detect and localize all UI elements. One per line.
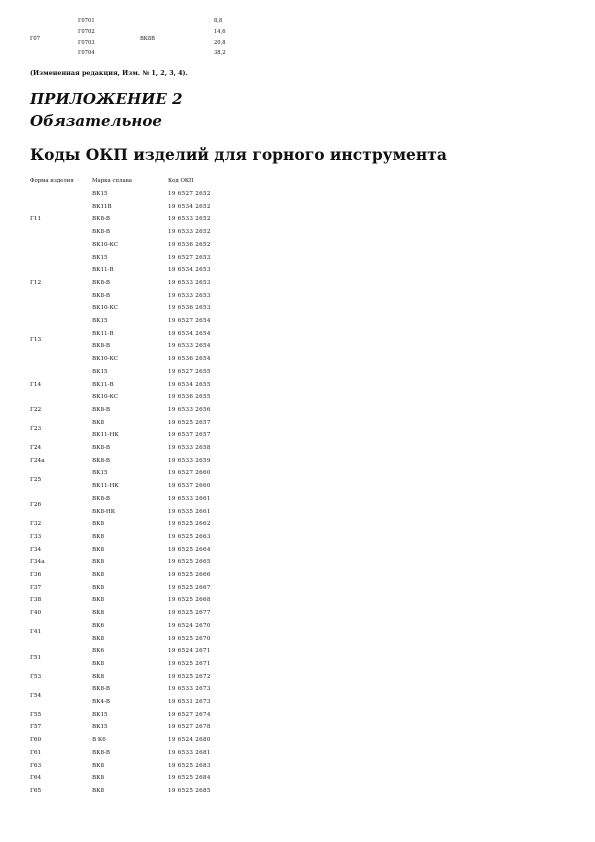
okp-code-cell: 19 6525 2665 <box>168 559 211 566</box>
item-designation: Г0702 <box>78 29 95 35</box>
alloy-grade-cell: ВК8-В <box>92 749 110 756</box>
table-row <box>30 623 250 636</box>
table-row <box>30 318 250 331</box>
okp-code-cell: 19 6525 2683 <box>168 762 211 769</box>
table-row <box>30 750 250 763</box>
okp-code-cell: 19 6525 2663 <box>168 533 211 540</box>
alloy-grade-cell: ВК15 <box>92 318 108 324</box>
alloy-grade-cell: ВК10-КС <box>92 394 119 401</box>
okp-code-cell: 19 6527 2654 <box>168 318 211 324</box>
alloy-grade-cell: ВК15 <box>92 254 108 261</box>
product-form-cell: Г12 <box>30 279 42 286</box>
okp-code-cell: 19 6525 2685 <box>168 787 211 794</box>
table-row <box>30 572 250 585</box>
table-row <box>30 267 250 280</box>
okp-code-cell: 19 6525 2664 <box>168 546 211 553</box>
okp-code-cell: 19 6524 2670 <box>168 622 211 629</box>
table-row <box>30 496 250 509</box>
okp-code-cell: 19 6527 2655 <box>168 368 211 375</box>
okp-code-cell: 19 6537 2657 <box>168 432 211 439</box>
alloy-grade-cell: ВК8 <box>92 572 104 578</box>
item-value: 38,2 <box>214 50 226 56</box>
product-form-cell: Г11 <box>30 216 42 223</box>
product-form-cell: Г55 <box>30 711 42 718</box>
okp-code-cell: 19 6534 2655 <box>168 381 211 388</box>
alloy-grade-cell: ВК10-КС <box>92 305 119 312</box>
table-row <box>30 331 250 344</box>
okp-code-cell: 19 6536 2652 <box>168 241 211 248</box>
item-value: 20,8 <box>214 40 226 46</box>
group-designation: Г07 <box>30 36 41 42</box>
okp-code-cell: 19 6533 2661 <box>168 495 211 502</box>
table-row <box>30 382 250 395</box>
alloy-grade-cell: ВК8-В <box>92 495 110 502</box>
product-form-cell: Г57 <box>30 724 42 731</box>
alloy-grade-cell: ВК6 <box>92 622 104 629</box>
product-form-cell: Г25 <box>30 476 42 483</box>
product-form-cell: Г40 <box>30 610 42 617</box>
alloy-grade-cell: ВК10-КС <box>92 356 119 363</box>
okp-code-cell: 19 6537 2660 <box>168 483 211 490</box>
table-row <box>30 712 250 725</box>
table-row <box>30 775 250 788</box>
revision-note: (Измененная редакция, Изм. № 1, 2, 3, 4). <box>30 69 188 77</box>
table-row <box>30 636 250 649</box>
okp-code-cell: 19 6533 2659 <box>168 457 211 464</box>
table-row <box>30 597 250 610</box>
table-row <box>30 686 250 699</box>
table-row <box>30 407 250 420</box>
alloy-grade-cell: ВК15 <box>92 724 108 731</box>
table-row <box>30 648 250 661</box>
okp-code-cell: 19 6525 2666 <box>168 572 211 578</box>
alloy-grade-cell: ВК11-НК <box>92 432 119 439</box>
okp-code-cell: 19 6536 2654 <box>168 356 211 363</box>
okp-code-cell: 19 6533 2654 <box>168 343 211 350</box>
product-form-cell: Г26 <box>30 502 42 509</box>
alloy-grade-cell: ВК8-В <box>92 686 110 693</box>
okp-code-cell: 19 6533 2673 <box>168 686 211 693</box>
alloy-grade-cell: ВК8-В <box>92 343 110 350</box>
okp-code-cell: 19 6527 2660 <box>168 470 211 477</box>
alloy-grade-cell: ВК15 <box>92 368 108 375</box>
item-designation: Г0704 <box>78 50 95 56</box>
alloy-grade-cell: ВК8 <box>92 559 104 566</box>
product-form-cell: Г51 <box>30 654 42 661</box>
okp-code-cell: 19 6524 2671 <box>168 648 211 655</box>
table-row <box>30 547 250 560</box>
alloy-grade-cell: ВК8-В <box>92 279 110 286</box>
okp-code-cell: 19 6525 2684 <box>168 775 211 782</box>
product-form-cell: Г22 <box>30 406 42 413</box>
table-row <box>30 470 250 483</box>
item-designation: Г0703 <box>78 40 95 46</box>
table-row <box>30 610 250 623</box>
alloy-grade-cell: ВК8 <box>92 597 104 604</box>
okp-code-cell: 19 6533 2652 <box>168 216 211 223</box>
alloy-grade-cell: ВК8 <box>92 546 104 553</box>
okp-code-cell: 19 6534 2653 <box>168 267 211 274</box>
alloy-grade-cell: ВК8-В <box>92 229 110 236</box>
table-row <box>30 559 250 572</box>
alloy-grade-cell: ВК8-В <box>92 216 110 223</box>
alloy-grade-cell: ВК4-В <box>92 699 110 705</box>
table-row <box>30 458 250 471</box>
alloy-grade-cell: ВК8-В <box>92 292 110 299</box>
okp-code-cell: 19 6534 2654 <box>168 330 211 337</box>
item-designation: Г0701 <box>78 18 95 24</box>
table-row <box>30 674 250 687</box>
table-row <box>30 699 250 712</box>
product-form-cell: Г61 <box>30 749 42 756</box>
alloy-grade-cell: ВК11В <box>92 203 112 210</box>
table-row <box>30 585 250 598</box>
item-value: 14,6 <box>214 29 226 35</box>
table-row <box>30 280 250 293</box>
table-row <box>30 216 250 229</box>
alloy-grade-cell: ВК8-В <box>92 406 110 413</box>
product-form-cell: Г24а <box>30 457 45 464</box>
okp-code-cell: 19 6527 2652 <box>168 191 211 197</box>
alloy-grade-cell: ВК8 <box>92 635 104 642</box>
alloy-grade-cell: ВК8 <box>92 533 104 540</box>
table-row <box>30 204 250 217</box>
okp-code-cell: 19 6533 2658 <box>168 445 211 451</box>
dimensions-table-fragment <box>30 18 230 62</box>
product-form-cell: Г37 <box>30 584 42 591</box>
okp-code-cell: 19 6536 2655 <box>168 394 211 401</box>
alloy-grade-cell: ВК8 <box>92 584 104 591</box>
okp-code-cell: 19 6525 2668 <box>168 597 211 604</box>
alloy-grade-cell: ВК8 <box>92 673 104 680</box>
alloy-grade-cell: ВК8 <box>92 660 104 667</box>
header-grade: Марка сплава <box>92 178 132 184</box>
table-row <box>30 521 250 534</box>
okp-code-cell: 19 6525 2657 <box>168 419 211 426</box>
alloy-grade-cell: ВК8 <box>92 419 104 426</box>
product-form-cell: Г32 <box>30 521 42 528</box>
table-row <box>30 191 250 204</box>
product-form-cell: Г23 <box>30 425 42 432</box>
product-form-cell: Г53 <box>30 673 42 680</box>
product-form-cell: Г64 <box>30 775 42 782</box>
appendix-title: ПРИЛОЖЕНИЕ 2 <box>30 90 183 108</box>
product-form-cell: Г41 <box>30 629 42 636</box>
okp-code-cell: 19 6531 2673 <box>168 699 211 705</box>
alloy-grade-cell: ВК8 <box>92 775 104 782</box>
alloy-grade-cell: ВК8-В <box>92 445 110 451</box>
okp-code-cell: 19 6525 2667 <box>168 584 211 591</box>
table-row <box>30 394 250 407</box>
table-row <box>30 445 250 458</box>
alloy-grade-cell: ВК10-КС <box>92 241 119 248</box>
alloy-grade-cell: ВК11-В <box>92 330 114 337</box>
table-row <box>30 343 250 356</box>
okp-code-cell: 19 6525 2677 <box>168 610 211 617</box>
alloy-grade-cell: В К6 <box>92 737 106 744</box>
alloy-grade-cell: ВК8-В <box>92 457 110 464</box>
product-form-cell: Г34 <box>30 546 42 553</box>
product-form-cell: Г65 <box>30 787 42 794</box>
alloy-grade-cell: ВК11-В <box>92 381 114 388</box>
okp-code-cell: 19 6533 2681 <box>168 749 211 756</box>
okp-code-cell: 19 6525 2670 <box>168 635 211 642</box>
okp-code-cell: 19 6534 2652 <box>168 203 211 210</box>
product-form-cell: Г36 <box>30 572 42 578</box>
alloy-grade-cell: ВК11-НК <box>92 483 119 490</box>
table-row <box>30 724 250 737</box>
alloy-grade-cell: ВК8-НК <box>92 508 116 515</box>
okp-code-cell: 19 6527 2674 <box>168 711 211 718</box>
okp-code-cell: 19 6533 2653 <box>168 292 211 299</box>
table-row <box>30 788 250 801</box>
alloy-grade: ВК8В <box>140 36 155 42</box>
alloy-grade-cell: ВК15 <box>92 470 108 477</box>
alloy-grade-cell: ВК6 <box>92 648 104 655</box>
table-row <box>30 293 250 306</box>
table-row <box>30 509 250 522</box>
table-row <box>30 242 250 255</box>
okp-code-cell: 19 6525 2662 <box>168 521 211 528</box>
product-form-cell: Г34а <box>30 559 45 566</box>
product-form-cell: Г38 <box>30 597 42 604</box>
product-form-cell: Г60 <box>30 737 42 744</box>
table-row <box>30 420 250 433</box>
okp-code-cell: 19 6527 2678 <box>168 724 211 731</box>
alloy-grade-cell: ВК15 <box>92 711 108 718</box>
appendix-status: Обязательное <box>30 112 162 130</box>
okp-code-cell: 19 6525 2671 <box>168 660 211 667</box>
document-heading: Коды ОКП изделий для горного инструмента <box>30 145 447 164</box>
table-row <box>30 763 250 776</box>
table-row <box>30 534 250 547</box>
okp-code-cell: 19 6535 2661 <box>168 508 211 515</box>
product-form-cell: Г33 <box>30 533 42 540</box>
table-row <box>30 737 250 750</box>
okp-code-cell: 19 6525 2672 <box>168 673 211 680</box>
table-row <box>30 369 250 382</box>
table-row <box>30 432 250 445</box>
product-form-cell: Г13 <box>30 337 42 344</box>
header-form: Форма изделия <box>30 178 74 184</box>
okp-code-cell: 19 6524 2680 <box>168 737 211 744</box>
product-form-cell: Г14 <box>30 381 42 388</box>
alloy-grade-cell: ВК8 <box>92 762 104 769</box>
alloy-grade-cell: ВК11-В <box>92 267 114 274</box>
alloy-grade-cell: ВК8 <box>92 787 104 794</box>
product-form-cell: Г24 <box>30 445 42 451</box>
alloy-grade-cell: ВК8 <box>92 521 104 528</box>
table-row <box>30 661 250 674</box>
okp-code-cell: 19 6533 2652 <box>168 229 211 236</box>
table-row <box>30 305 250 318</box>
okp-code-cell: 19 6533 2656 <box>168 406 211 413</box>
table-row <box>30 483 250 496</box>
table-row <box>30 229 250 242</box>
product-form-cell: Г54 <box>30 692 42 699</box>
okp-code-cell: 19 6527 2653 <box>168 254 211 261</box>
table-row <box>30 255 250 268</box>
header-code: Код ОКП <box>168 178 194 184</box>
item-value: 8,8 <box>214 18 223 24</box>
table-row <box>30 356 250 369</box>
alloy-grade-cell: ВК15 <box>92 191 108 197</box>
product-form-cell: Г63 <box>30 762 42 769</box>
okp-code-cell: 19 6536 2653 <box>168 305 211 312</box>
alloy-grade-cell: ВК8 <box>92 610 104 617</box>
okp-code-cell: 19 6533 2653 <box>168 279 211 286</box>
